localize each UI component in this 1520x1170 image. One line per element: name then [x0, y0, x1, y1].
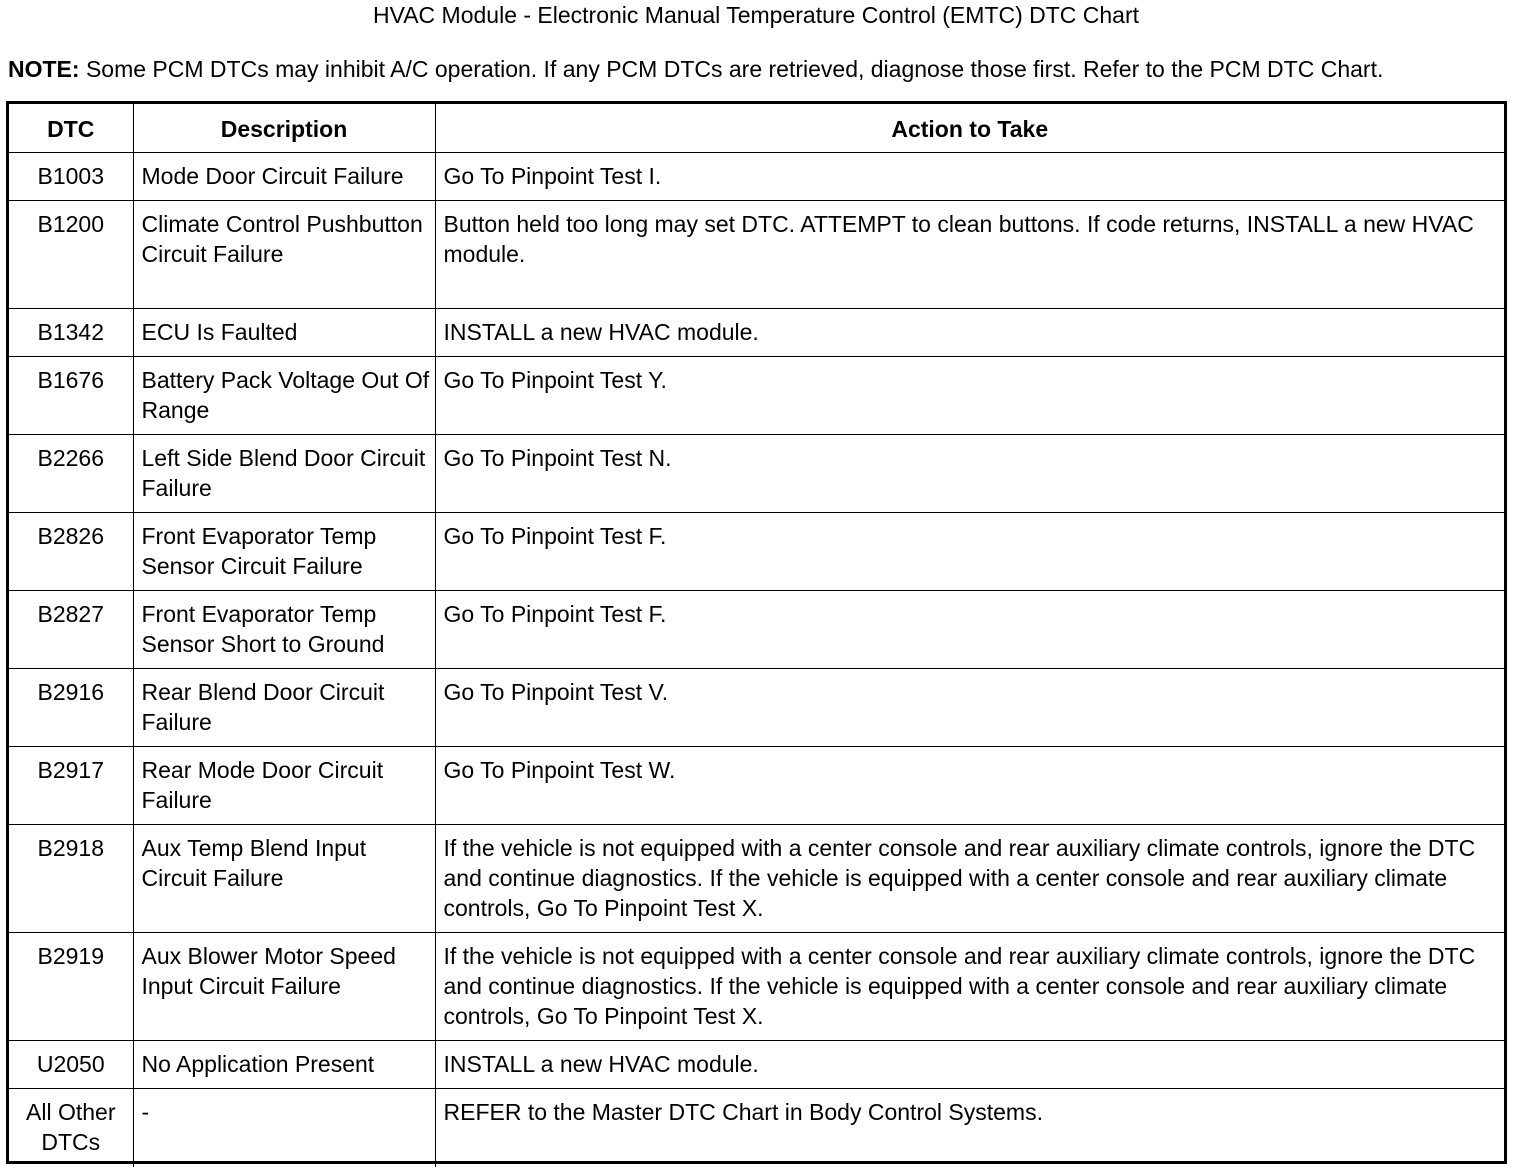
- dtc-description: Left Side Blend Door Circuit Failure: [133, 435, 435, 513]
- dtc-action: Go To Pinpoint Test F.: [435, 513, 1504, 591]
- table-row: [9, 825, 1504, 933]
- dtc-description: Mode Door Circuit Failure: [133, 153, 435, 201]
- dtc-code: B1003: [9, 153, 133, 201]
- dtc-description: Front Evaporator Temp Sensor Short to Ground: [133, 591, 435, 669]
- table-row: [9, 1041, 1504, 1089]
- table-row: [9, 513, 1504, 591]
- dtc-description: Aux Blower Motor Speed Input Circuit Failure: [133, 933, 435, 1041]
- header-description: Description: [133, 104, 435, 153]
- dtc-description: Rear Mode Door Circuit Failure: [133, 747, 435, 825]
- header-dtc: DTC: [9, 104, 133, 153]
- note-text: Some PCM DTCs may inhibit A/C operation. If any PCM DTCs are retrieved, diagnose those first. Refer to the PCM DTC Chart.: [79, 56, 1384, 82]
- dtc-description: Rear Blend Door Circuit Failure: [133, 669, 435, 747]
- dtc-action: REFER to the Master DTC Chart in Body Control Systems.: [435, 1089, 1504, 1167]
- dtc-description: Climate Control Pushbutton Circuit Failure: [133, 201, 435, 309]
- dtc-action: INSTALL a new HVAC module.: [435, 1041, 1504, 1089]
- dtc-description: ECU Is Faulted: [133, 309, 435, 357]
- note-paragraph: [8, 54, 1518, 84]
- dtc-action: Go To Pinpoint Test I.: [435, 153, 1504, 201]
- dtc-description: -: [133, 1089, 435, 1167]
- table-row: [9, 201, 1504, 309]
- dtc-code: B2827: [9, 591, 133, 669]
- dtc-description: Battery Pack Voltage Out Of Range: [133, 357, 435, 435]
- dtc-code: B2266: [9, 435, 133, 513]
- dtc-action: Go To Pinpoint Test N.: [435, 435, 1504, 513]
- dtc-action: Go To Pinpoint Test V.: [435, 669, 1504, 747]
- dtc-action: Go To Pinpoint Test Y.: [435, 357, 1504, 435]
- table-row: [9, 435, 1504, 513]
- dtc-action: Go To Pinpoint Test W.: [435, 747, 1504, 825]
- dtc-code: U2050: [9, 1041, 133, 1089]
- table-row: [9, 933, 1504, 1041]
- table-row: [9, 1089, 1504, 1167]
- dtc-code: B2826: [9, 513, 133, 591]
- dtc-description: Aux Temp Blend Input Circuit Failure: [133, 825, 435, 933]
- table-header-row: [9, 104, 1504, 153]
- dtc-description: Front Evaporator Temp Sensor Circuit Failure: [133, 513, 435, 591]
- dtc-chart-table: [6, 101, 1507, 1164]
- table-row: [9, 669, 1504, 747]
- table-row: [9, 591, 1504, 669]
- dtc-action: Button held too long may set DTC. ATTEMPT to clean buttons. If code returns, INSTALL a new HVAC module.: [435, 201, 1504, 309]
- dtc-description: No Application Present: [133, 1041, 435, 1089]
- table-row: [9, 357, 1504, 435]
- table-row: [9, 747, 1504, 825]
- table-row: [9, 153, 1504, 201]
- note-label: NOTE:: [8, 56, 80, 82]
- table-row: [9, 309, 1504, 357]
- dtc-code: B2916: [9, 669, 133, 747]
- dtc-action: If the vehicle is not equipped with a center console and rear auxiliary climate controls, ignore the DTC and continue diagnostics. If the vehicle is equipped with a center console and rear auxiliary climate controls, Go To Pinpoint Test X.: [435, 933, 1504, 1041]
- document-title: HVAC Module - Electronic Manual Temperature Control (EMTC) DTC Chart: [372, 2, 1140, 28]
- dtc-code: B2917: [9, 747, 133, 825]
- dtc-action: Go To Pinpoint Test F.: [435, 591, 1504, 669]
- dtc-code: B1200: [9, 201, 133, 309]
- dtc-code: B1676: [9, 357, 133, 435]
- dtc-code: B1342: [9, 309, 133, 357]
- dtc-code: All Other DTCs: [9, 1089, 133, 1167]
- dtc-action: INSTALL a new HVAC module.: [435, 309, 1504, 357]
- header-action: Action to Take: [435, 104, 1504, 153]
- dtc-code: B2919: [9, 933, 133, 1041]
- dtc-code: B2918: [9, 825, 133, 933]
- dtc-action: If the vehicle is not equipped with a center console and rear auxiliary climate controls, ignore the DTC and continue diagnostics. If the vehicle is equipped with a center console and rear auxiliary climate controls, Go To Pinpoint Test X.: [435, 825, 1504, 933]
